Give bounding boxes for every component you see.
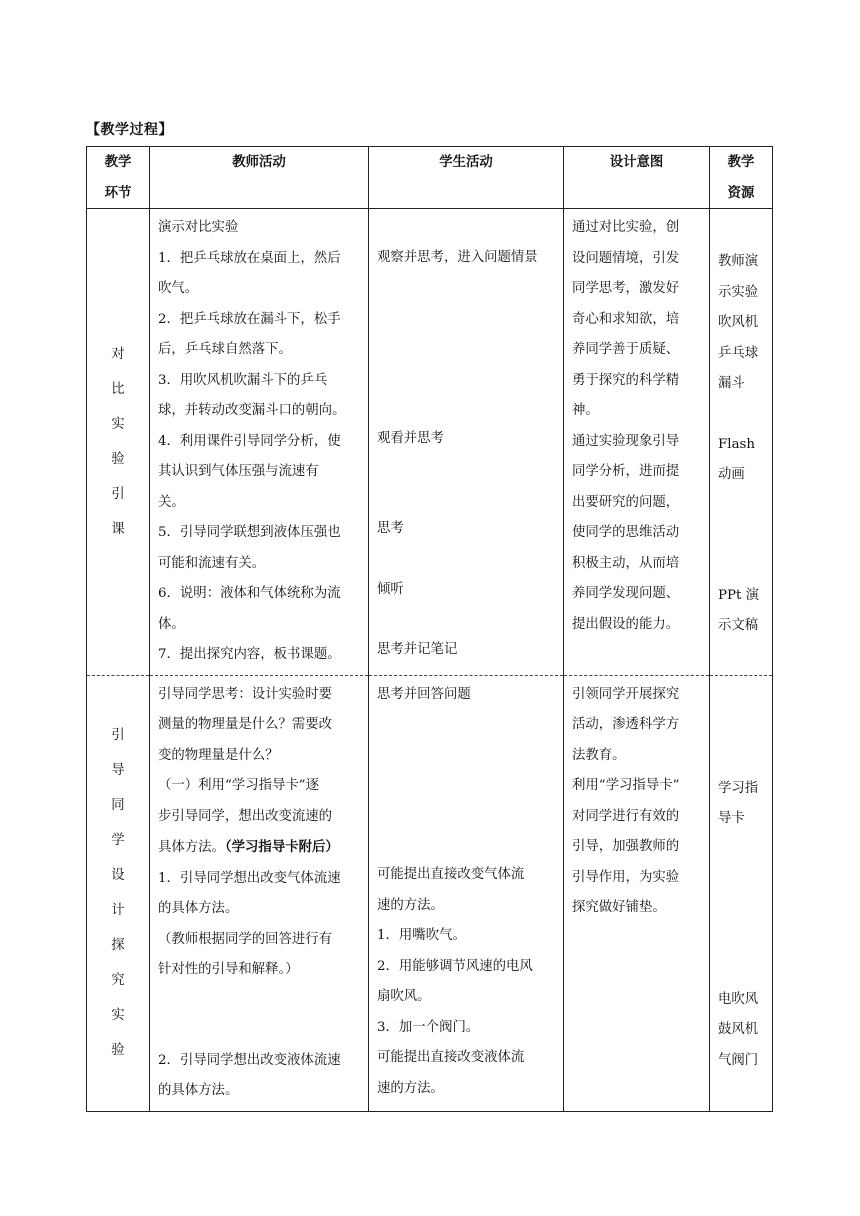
- student-line: 2．用能够调节风速的电风: [377, 958, 533, 974]
- teacher-line: 步引导同学，想出改变流速的: [158, 808, 333, 824]
- text-line: 勇于探究的科学精: [572, 372, 680, 388]
- resource-line: 示文稿: [718, 618, 759, 633]
- text-line: 7．提出探究内容，板书课题。: [158, 647, 341, 662]
- teacher-line: 2．引导同学想出改变液体流速: [158, 1052, 341, 1068]
- student-activity-text: [369, 676, 563, 1109]
- text-line: 使同学的思维活动: [572, 525, 680, 540]
- text-line: 后，乒乓球自然落下。: [158, 342, 292, 357]
- resource-cell: [710, 675, 773, 1111]
- student-line: 倾听: [377, 581, 404, 597]
- student-line: 速的方法。: [377, 1080, 444, 1096]
- text-line: 通过实验现象引导: [572, 433, 680, 449]
- text-line: 其认识到气体压强与流速有: [158, 464, 319, 479]
- resource-text: [710, 209, 772, 642]
- resource-cell: [710, 209, 773, 676]
- student-line: 思考并回答问题: [377, 686, 471, 702]
- header-resource-line1: 教学: [727, 154, 755, 170]
- teacher-line: 针对性的引导和解释。）: [158, 962, 299, 977]
- text-line: 引领同学开展探究: [572, 686, 680, 702]
- student-activity-text: [369, 209, 563, 670]
- text-line: 4．利用课件引导同学分析，使: [158, 433, 341, 449]
- resource-line: 鼓风机: [718, 1022, 759, 1037]
- text-line: 出要研究的问题，: [572, 494, 680, 510]
- student-activity-cell: [369, 675, 564, 1111]
- teacher-line: 的具体方法。: [158, 1083, 239, 1098]
- header-stage-line2: 环节: [104, 184, 132, 201]
- table-row: [87, 209, 773, 676]
- resource-line: 气阀门: [718, 1052, 759, 1068]
- text-line: 养同学善于质疑、: [572, 342, 680, 357]
- text-line: 体。: [158, 616, 185, 632]
- student-line: 可能提出直接改变液体流: [377, 1050, 525, 1065]
- teacher-line: 引导同学思考：设计实验时要: [158, 686, 333, 702]
- student-line: 扇吹风。: [377, 989, 431, 1004]
- header-teacher: 教师活动: [150, 147, 369, 209]
- teacher-line: （教师根据同学的回答进行有: [158, 931, 333, 947]
- student-line: 观看并思考: [377, 430, 444, 446]
- teacher-activity-text: [150, 209, 368, 675]
- design-intent-cell: [564, 209, 710, 676]
- resource-line: 教师演: [718, 254, 759, 269]
- text-line: 吹气。: [158, 281, 199, 296]
- text-line: 2．把乒乓球放在漏斗下，松手: [158, 311, 341, 327]
- resource-line: 电吹风: [718, 991, 759, 1007]
- header-resource: [710, 147, 773, 209]
- resource-line: 学习指: [718, 780, 759, 796]
- stage-label: 引导同学设计探究实验: [111, 728, 125, 1058]
- resource-line: 导卡: [718, 811, 745, 826]
- text-line: 1．把乒乓球放在桌面上，然后: [158, 250, 341, 266]
- text-line: 3．用吹风机吹漏斗下的乒乓: [158, 372, 328, 388]
- header-resource-line2: 资源: [727, 184, 755, 201]
- student-line: 思考: [377, 521, 404, 536]
- text-line: 设问题情境，引发: [572, 250, 680, 266]
- text-line: 同学思考，激发好: [572, 281, 680, 296]
- text-line: 关。: [158, 494, 185, 510]
- text-line: 6．说明：液体和气体统称为流: [158, 586, 341, 601]
- text-line: 法教育。: [572, 747, 626, 763]
- header-stage: [87, 147, 150, 209]
- text-line: 积极主动，从而培: [572, 555, 680, 571]
- student-line: 思考并记笔记: [377, 642, 458, 657]
- text-line: 利用“学习指导卡”: [572, 778, 680, 793]
- header-student: 学生活动: [369, 147, 564, 209]
- stage-label: 对比实验引课: [111, 346, 125, 537]
- text-line: 引导作用，为实验: [572, 869, 680, 885]
- resource-line: 吹风机: [718, 315, 759, 330]
- teacher-line: 1．引导同学想出改变气体流速: [158, 870, 341, 886]
- teacher-line: 变的物理量是什么？: [158, 747, 279, 763]
- text-line: 对同学进行有效的: [572, 808, 680, 824]
- student-line: 观察并思考，进入问题情景: [377, 250, 538, 265]
- student-activity-cell: [369, 209, 564, 676]
- teacher-activity-text: [150, 676, 368, 1111]
- text-line: 奇心和求知欲，培: [572, 311, 680, 327]
- resource-line: Flash: [718, 436, 756, 452]
- text-line: 可能和流速有关。: [158, 555, 266, 571]
- guide-card-note: （学习指导卡附后）: [224, 839, 339, 855]
- student-line: 1．用嘴吹气。: [377, 928, 466, 943]
- section-title: 【教学过程】: [86, 122, 173, 138]
- text-line: 神。: [572, 403, 599, 418]
- design-intent-text: [564, 676, 709, 928]
- text-line: 演示对比实验: [158, 220, 239, 235]
- teaching-process-table: [86, 146, 773, 1112]
- teacher-activity-cell: [150, 675, 369, 1111]
- teacher-line: 的具体方法。: [158, 901, 239, 916]
- header-intent: 设计意图: [564, 147, 710, 209]
- teacher-line: 具体方法。: [158, 840, 225, 855]
- header-stage-line1: 教学: [104, 154, 132, 170]
- teacher-line: 测量的物理量是什么？需要改: [158, 717, 333, 732]
- student-line: 可能提出直接改变气体流: [377, 867, 525, 882]
- text-line: 提出假设的能力。: [572, 616, 680, 632]
- resource-line: 示实验: [718, 284, 759, 300]
- design-intent-text: [564, 209, 709, 644]
- stage-cell: [87, 209, 150, 676]
- text-line: 探究做好铺垫。: [572, 900, 666, 915]
- table-header-row: [87, 147, 773, 209]
- text-line: 同学分析，进而提: [572, 464, 680, 479]
- student-line: 速的方法。: [377, 897, 444, 913]
- resource-line: 漏斗: [718, 376, 745, 391]
- teacher-activity-cell: [150, 209, 369, 676]
- resource-line: 乒乓球: [718, 345, 759, 361]
- table-row: [87, 675, 773, 1111]
- resource-line: 动画: [718, 467, 745, 482]
- text-line: 引导，加强教师的: [572, 839, 680, 854]
- text-line: 通过对比实验，创: [572, 220, 680, 235]
- student-line: 3．加一个阀门。: [377, 1019, 480, 1035]
- stage-cell: [87, 675, 150, 1111]
- teacher-line: （一）利用“学习指导卡”逐: [158, 778, 319, 793]
- resource-text: [710, 676, 772, 1077]
- text-line: 活动，渗透科学方: [572, 717, 680, 732]
- text-line: 5．引导同学联想到液体压强也: [158, 525, 341, 540]
- resource-line: PPt 演: [718, 587, 760, 603]
- text-line: 养同学发现问题、: [572, 586, 680, 601]
- text-line: 球，并转动改变漏斗口的朝向。: [158, 403, 346, 418]
- design-intent-cell: [564, 675, 710, 1111]
